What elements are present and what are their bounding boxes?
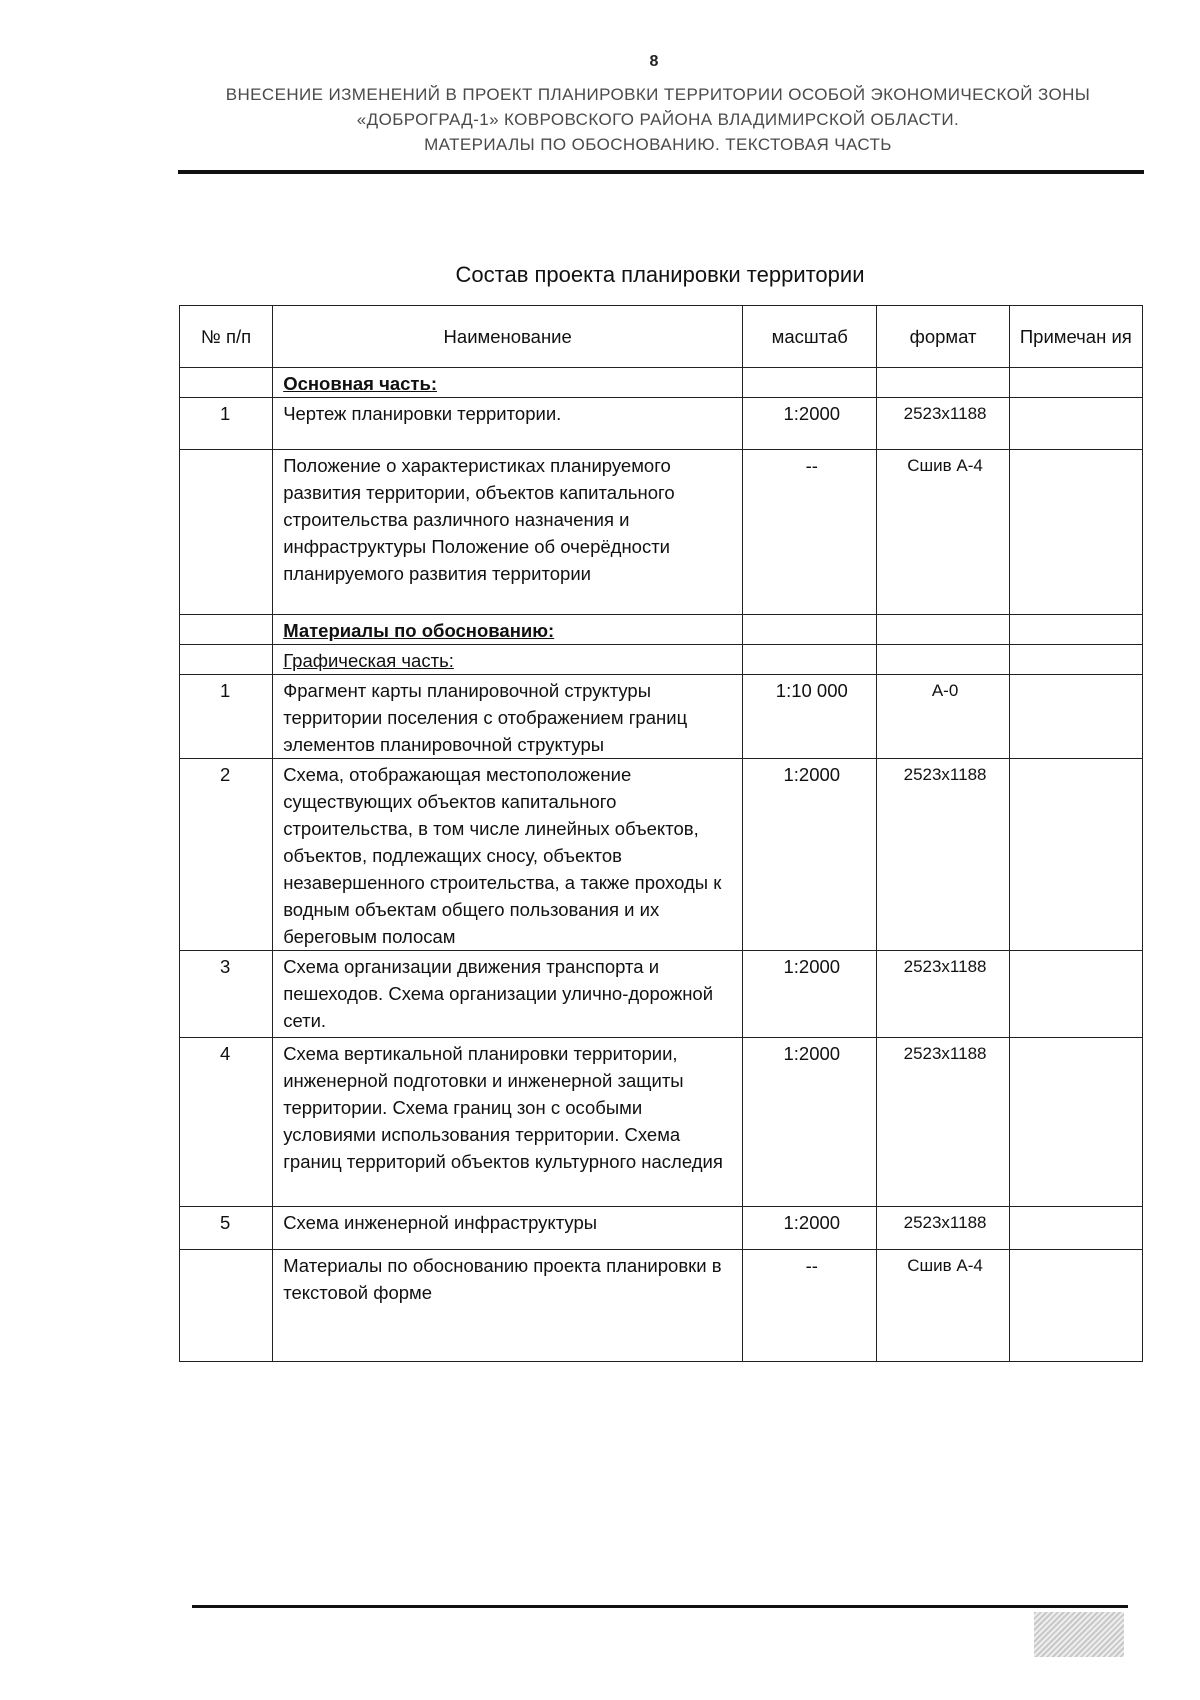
table-row — [180, 1250, 1143, 1362]
table-row — [180, 1038, 1143, 1207]
header-line-3: МАТЕРИАЛЫ ПО ОБОСНОВАНИЮ. ТЕКСТОВАЯ ЧАСТЬ — [424, 135, 892, 154]
table-row — [180, 759, 1143, 951]
row-note — [1009, 1207, 1142, 1250]
section-title: Материалы по обоснованию: — [283, 620, 555, 641]
row-name: Фрагмент карты планировочной структуры территории поселения с отображением границ элементов планировочной структуры — [273, 675, 743, 759]
document-header — [150, 82, 1166, 157]
row-name: Схема инженерной инфраструктуры — [273, 1207, 743, 1250]
row-num — [180, 368, 273, 398]
row-scale — [743, 645, 877, 675]
column-header-format: формат — [877, 306, 1009, 368]
row-scale — [743, 615, 877, 645]
row-scale: 1:2000 — [743, 398, 877, 450]
row-num — [180, 450, 273, 615]
table-row — [180, 1207, 1143, 1250]
row-note — [1009, 759, 1142, 951]
row-format: 2523x1188 — [877, 759, 1009, 951]
subsection-title: Графическая часть: — [283, 650, 454, 671]
row-name: Схема, отображающая местоположение существующих объектов капитального строительства, в том числе линейных объектов, объектов, подлежащих сносу, объектов незавершенного строительства, а также проходы к водным объектам общего пользования и их береговым полосам — [273, 759, 743, 951]
column-header-scale: масштаб — [743, 306, 877, 368]
row-scale: 1:2000 — [743, 1207, 877, 1250]
footer-divider — [192, 1605, 1128, 1608]
row-name: Схема вертикальной планировки территории, инженерной подготовки и инженерной защиты территории. Схема границ зон с особыми условиями использования территории. Схема границ территорий объектов культурного наследия — [273, 1038, 743, 1207]
row-format: А-0 — [877, 675, 1009, 759]
row-scale: 1:2000 — [743, 1038, 877, 1207]
row-num — [180, 645, 273, 675]
row-note — [1009, 1250, 1142, 1362]
row-format: Сшив А-4 — [877, 1250, 1009, 1362]
scan-stamp-mark — [1034, 1612, 1124, 1657]
table-row — [180, 368, 1143, 398]
row-num: 5 — [180, 1207, 273, 1250]
table-header-row — [180, 306, 1143, 368]
row-format: Сшив А-4 — [877, 450, 1009, 615]
row-num — [180, 615, 273, 645]
row-note — [1009, 398, 1142, 450]
row-num: 4 — [180, 1038, 273, 1207]
column-header-num: № п/п — [180, 306, 273, 368]
row-format: 2523x1188 — [877, 398, 1009, 450]
row-num: 1 — [180, 675, 273, 759]
row-scale: 1:2000 — [743, 951, 877, 1038]
row-format — [877, 645, 1009, 675]
row-scale: -- — [743, 1250, 877, 1362]
table-row — [180, 615, 1143, 645]
row-section-label — [273, 615, 743, 645]
table-row — [180, 645, 1143, 675]
row-name: Материалы по обоснованию проекта планировки в текстовой форме — [273, 1250, 743, 1362]
table-title: Состав проекта планировки территории — [455, 262, 865, 287]
row-note — [1009, 1038, 1142, 1207]
table-row — [180, 398, 1143, 450]
header-line-2: «ДОБРОГРАД-1» КОВРОВСКОГО РАЙОНА ВЛАДИМИРСКОЙ ОБЛАСТИ. — [356, 110, 960, 129]
row-name: Схема организации движения транспорта и пешеходов. Схема организации улично-дорожной сети. — [273, 951, 743, 1038]
row-scale: -- — [743, 450, 877, 615]
row-subsection-label — [273, 645, 743, 675]
row-note — [1009, 645, 1142, 675]
row-scale — [743, 368, 877, 398]
row-note — [1009, 368, 1142, 398]
row-num — [180, 1250, 273, 1362]
row-name: Чертеж планировки территории. — [273, 398, 743, 450]
row-name: Положение о характеристиках планируемого развития территории, объектов капитального строительства различного назначения и инфраструктуры Положение об очерёдности планируемого развития территории — [273, 450, 743, 615]
header-line-1: ВНЕСЕНИЕ ИЗМЕНЕНИЙ В ПРОЕКТ ПЛАНИРОВКИ ТЕРРИТОРИИ ОСОБОЙ ЭКОНОМИЧЕСКОЙ ЗОНЫ — [225, 85, 1091, 104]
row-note — [1009, 450, 1142, 615]
row-format: 2523x1188 — [877, 951, 1009, 1038]
table-row — [180, 951, 1143, 1038]
table-row — [180, 450, 1143, 615]
page-number: 8 — [649, 53, 659, 70]
table-body — [180, 368, 1143, 1362]
section-title: Основная часть: — [283, 373, 438, 394]
row-format — [877, 368, 1009, 398]
row-scale: 1:10 000 — [743, 675, 877, 759]
column-header-name: Наименование — [273, 306, 743, 368]
column-header-note: Примечан ия — [1009, 306, 1142, 368]
row-scale: 1:2000 — [743, 759, 877, 951]
row-format: 2523x1188 — [877, 1207, 1009, 1250]
row-note — [1009, 951, 1142, 1038]
row-format — [877, 615, 1009, 645]
row-num: 2 — [180, 759, 273, 951]
row-note — [1009, 615, 1142, 645]
row-note — [1009, 675, 1142, 759]
row-section-label — [273, 368, 743, 398]
row-format: 2523x1188 — [877, 1038, 1009, 1207]
row-num: 3 — [180, 951, 273, 1038]
composition-table — [179, 305, 1143, 1362]
header-divider — [178, 170, 1144, 174]
table-row — [180, 675, 1143, 759]
row-num: 1 — [180, 398, 273, 450]
